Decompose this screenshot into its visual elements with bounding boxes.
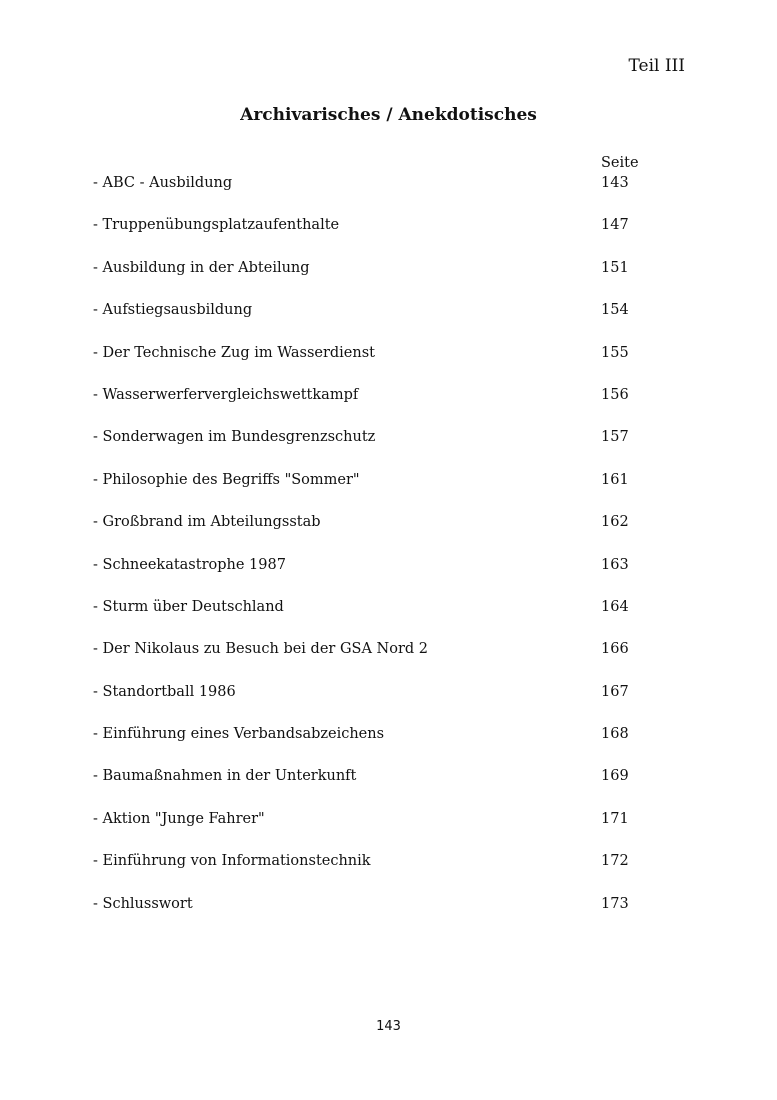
toc-entry <box>93 851 653 893</box>
toc-entry-title: - Der Technische Zug im Wasserdienst <box>93 344 375 361</box>
toc-entry <box>93 724 653 766</box>
toc-entry-page: 166 <box>601 641 629 658</box>
toc-entry <box>93 173 653 215</box>
toc-entry-title: - Schneekatastrophe 1987 <box>93 556 286 573</box>
page-title: Archivarisches / Anekdotisches <box>240 105 537 125</box>
toc-entry <box>93 894 653 936</box>
toc-entry-title: - Einführung eines Verbandsabzeichens <box>93 726 385 743</box>
toc-entry <box>93 597 653 639</box>
toc-entry <box>93 300 653 342</box>
toc-entry-title: - Sturm über Deutschland <box>93 598 284 615</box>
toc-entry-page: 155 <box>601 344 629 361</box>
toc-entry-page: 172 <box>601 853 629 870</box>
toc-entry-title: - Der Nikolaus zu Besuch bei der GSA Nord 2 <box>93 641 429 658</box>
toc-entry-page: 173 <box>601 895 629 912</box>
toc-entry <box>93 343 653 385</box>
toc-entry-page: 169 <box>601 768 629 785</box>
section-label: Teil III <box>628 56 685 76</box>
toc-entry-title: - Aufstiegsausbildung <box>93 302 253 319</box>
toc-entry-page: 157 <box>601 429 629 446</box>
toc-entry <box>93 639 653 681</box>
toc-entry-title: - Schlusswort <box>93 895 193 912</box>
toc-entry-page: 151 <box>601 259 629 276</box>
toc-entry-title: - Wasserwerfervergleichswettkampf <box>93 386 359 403</box>
toc-entry-title: - Philosophie des Begriffs "Sommer" <box>93 471 360 488</box>
toc-entry-page: 162 <box>601 514 629 531</box>
toc-entry-page: 147 <box>601 217 629 234</box>
toc-entry <box>93 512 653 554</box>
table-of-contents <box>93 173 653 936</box>
toc-entry-title: - ABC - Ausbildung <box>93 175 233 191</box>
toc-entry-page: 156 <box>601 386 629 403</box>
toc-entry <box>93 682 653 724</box>
toc-entry-page: 163 <box>601 556 629 573</box>
toc-entry-title: - Einführung von Informationstechnik <box>93 853 371 870</box>
toc-entry-page: 161 <box>601 471 629 488</box>
toc-entry-title: - Sonderwagen im Bundesgrenzschutz <box>93 429 376 446</box>
toc-entry-title: - Truppenübungsplatzaufenthalte <box>93 217 340 234</box>
toc-entry <box>93 215 653 257</box>
toc-entry-title: - Großbrand im Abteilungsstab <box>93 514 321 531</box>
toc-entry <box>93 555 653 597</box>
toc-entry <box>93 766 653 808</box>
toc-entry-title: - Aktion "Junge Fahrer" <box>93 810 265 827</box>
toc-entry-page: 143 <box>601 175 629 191</box>
toc-entry-page: 168 <box>601 726 629 743</box>
toc-entry-page: 171 <box>601 810 629 827</box>
toc-entry-title: - Baumaßnahmen in der Unterkunft <box>93 768 357 785</box>
toc-entry <box>93 470 653 512</box>
page-column-header: Seite <box>601 155 639 171</box>
toc-entry-page: 154 <box>601 302 629 319</box>
toc-entry <box>93 258 653 300</box>
toc-entry-title: - Ausbildung in der Abteilung <box>93 259 310 276</box>
page-number: 143 <box>376 1019 401 1034</box>
toc-entry <box>93 427 653 469</box>
toc-entry <box>93 809 653 851</box>
toc-entry <box>93 385 653 427</box>
toc-entry-title: - Standortball 1986 <box>93 683 236 700</box>
toc-entry-page: 164 <box>601 598 629 615</box>
toc-entry-page: 167 <box>601 683 629 700</box>
